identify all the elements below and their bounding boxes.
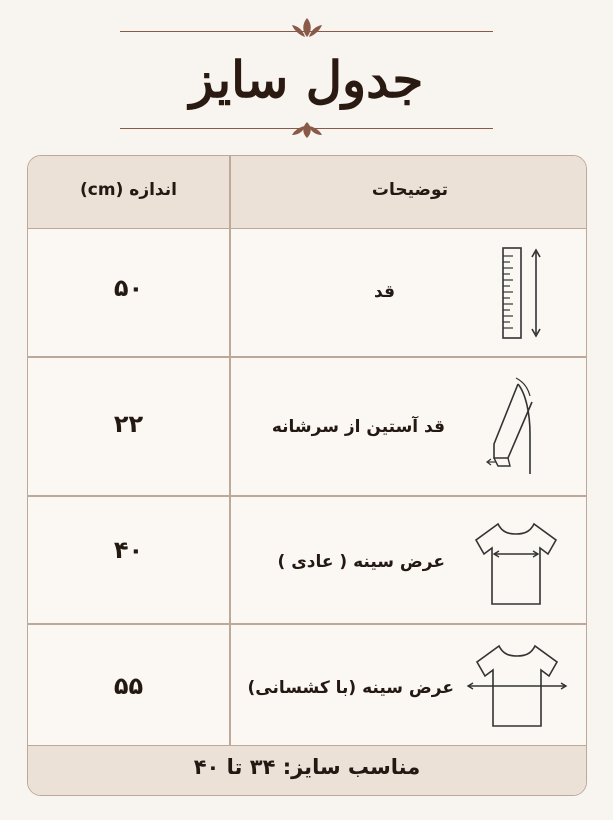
table-row-label: قد (374, 282, 395, 302)
size-table (27, 155, 587, 796)
top-ornament-icon (290, 17, 324, 39)
table-row-value: ۵۰ (113, 274, 144, 302)
row-divider (28, 623, 586, 625)
table-row-value: ۵۵ (113, 672, 144, 700)
fits-size-note: مناسب سایز: ۳۴ تا ۴۰ (193, 755, 421, 779)
row-divider (28, 356, 586, 358)
bottom-ornament-icon (290, 121, 324, 139)
table-row-label: قد آستین از سرشانه (271, 417, 445, 437)
table-row-label: عرض سینه ( عادی ) (277, 552, 445, 572)
column-divider (229, 156, 231, 745)
tshirt-chest-icon (472, 520, 560, 610)
tshirt-stretch-icon (464, 642, 570, 732)
sleeve-icon (480, 374, 550, 484)
description-column-header: توضیحات (371, 180, 448, 200)
page-title: جدول سایز (189, 50, 424, 109)
size-column-header: اندازه (cm) (80, 180, 177, 200)
table-row-value: ۲۲ (113, 410, 144, 438)
ruler-icon (500, 246, 546, 342)
row-divider (28, 495, 586, 497)
table-row-value: ۴۰ (113, 536, 144, 564)
table-row-label: عرض سینه (با کشسانی) (247, 678, 454, 698)
